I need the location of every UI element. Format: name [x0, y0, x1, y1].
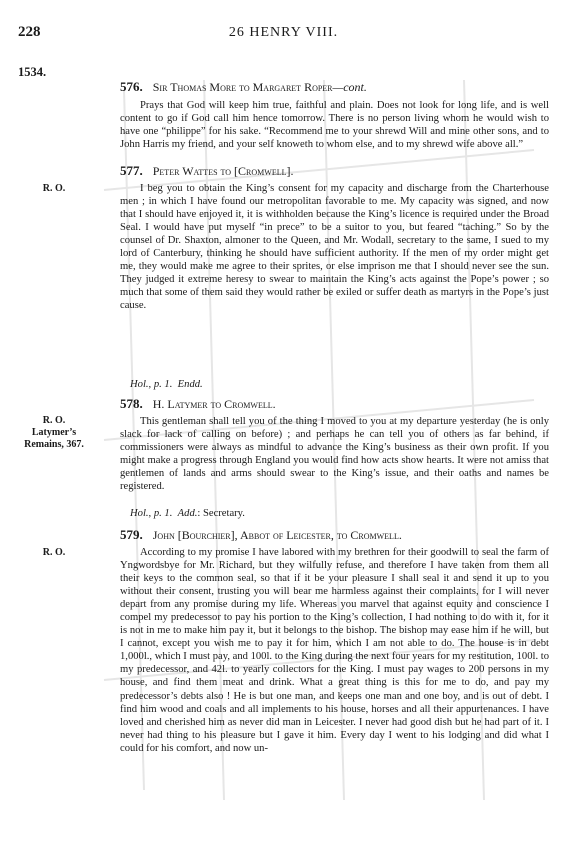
entry-title: John [Bourchier], Abbot of Leicester, to Cromwell. [152, 528, 402, 542]
entry-578-heading [120, 397, 549, 411]
page-number: 228 [18, 24, 41, 40]
note-address-label: Add. [177, 508, 198, 519]
margin-ref-line: Remains, 367. [24, 439, 84, 450]
year-label: 1534. [18, 65, 47, 79]
entry-577-note [130, 378, 203, 391]
entry-number: 577. [120, 163, 143, 178]
entry-title-suffix: —cont. [332, 80, 367, 94]
note-reference: Hol., p. 1. [130, 508, 173, 519]
entry-title: Sir Thomas More to Margaret Roper [152, 80, 333, 94]
entry-number: 576. [120, 79, 143, 94]
margin-ref-line: R. O. [42, 415, 66, 426]
page-header [18, 24, 549, 46]
entry-577-heading [120, 164, 549, 178]
entry-title: Peter Wattes to [Cromwell]. [152, 164, 294, 178]
entry-577-text: I beg you to obtain the King’s consent for my capacity and discharge from the Charterhouse men ; in which I have found our metropolitan favorable to me. My capacity was signed, and now that I should have enjoyed it, it is withholden because the King’s licence is required under the Broad Seal. I would have put myself “in prece” to be a suitor to you, but feared “taching.” So by the counsel of Dr. Shaxton, almoner to the Queen, and Mr. Wodall, secretary to the same, I sued to my lord of Canterbury, thinking he should have sufficient authority. If the men of my order might get me, they would make me agree to their sprites, or else imprison me that I should never see the sun. They judged it extreme heresy to swear to maintain the King’s acts against the Pope’s power ; so much that some of them said they would rather be exiled or suffer death as martyrs in the Pope’s just cause. [120, 183, 549, 312]
margin-ref-line: Latymer’s [31, 427, 77, 438]
note-endorsed: Endd. [177, 379, 203, 390]
entry-579-text: According to my promise I have labored with my brethren for their goodwill to seal the farm of Yngwordsbye for Mr. Richard, but they wilfully refuse, and therefore I have taken from them all their keys to the common seal, so that if it be your pleasure I shall seal it and send it up to you without their consent, trusting you will bear me harmless against their complaints, for I will never depart from any promise during my life. Whereas you marvel that against equity and conscience I compel my predecessor to pay his portion to the King’s collection, I had nothing to do with it, for it is not in me to make him pay it, but it belongs to the bishop. The bishop may ease him if he will, but I cannot, except you wish me to pay it for him, which I am not able to do. The house is in debt 1,000l., which I must pay, and 100l. to the King during the next four years for my restitution, 100l. to my predecessor, and 42l. to yearly collectors for the King. I must pay wages to 200 persons in my house, and find them meat and drink. What a great thing is this for me to do, and pay my predecessor’s debts also ! He is but one man, and keeps one man and one boy, and is out of debt. I find him wood and coals and all implements to his house, horses and all their appurtenances. I have loved and cherished him as never did man in Leicester. I never had good dish but he had part of it. I never had thing to his pleasure but I gave it him. Every day I went to his lodging and did what I could for his comfort, and now un- [120, 547, 549, 754]
entry-number: 578. [120, 396, 143, 411]
entry-579-heading [120, 528, 549, 542]
entry-578-text: This gentleman shall tell you of the thing I moved to you at my departure yesterday (he is only slack for lack of calling on before) ; and perhaps he can tell you of others as far behind, if commissioners were always as mindful to advance the King’s business as their own profit. If you might make a progress through England you would find how acts show hearts. It were not amiss that gentlemen of lands and arms should swear to the King’s issue, and their oaths and names be registered. [120, 416, 549, 493]
entry-number: 579. [120, 527, 143, 542]
entry-576-text: Prays that God will keep him true, faithful and plain. Does not look for long life, and is well content to go if God call him hence tomorrow. There is no person living whom he would wish to have one “philippe” for his sake. “Recommend me to your shrewd Will and mine other sons, and to John Harris my friend, and your self knoweth to whom else, and to my shrewd wife above all.” [120, 100, 549, 151]
entry-578-note [130, 507, 245, 520]
running-head: 26 HENRY VIII. [228, 25, 339, 40]
note-reference: Hol., p. 1. [130, 379, 173, 390]
entry-title: H. Latymer to Cromwell. [152, 397, 276, 411]
entry-577-margin-ref: R. O. [42, 183, 66, 194]
entry-579-margin-ref: R. O. [42, 547, 66, 558]
note-address: : Secretary. [197, 508, 245, 519]
entry-578-margin-ref [8, 415, 100, 451]
entry-576-heading [120, 80, 549, 94]
